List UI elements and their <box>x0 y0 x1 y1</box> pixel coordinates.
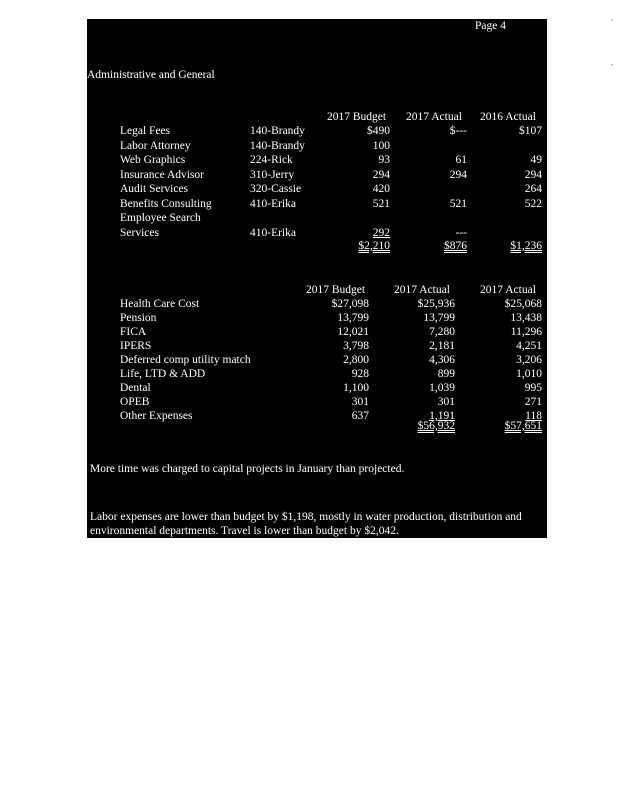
table-row-actual: $25,936 <box>417 298 455 310</box>
table-row-prior: 3,206 <box>516 354 542 366</box>
table-row-item: Insurance Advisor <box>120 169 204 181</box>
note-capital-projects: More time was charged to capital projects in January than projected. <box>90 463 405 475</box>
table-row-prior: 13,438 <box>510 312 542 324</box>
table-row-item: Health Care Cost <box>120 298 200 310</box>
table-row-budget: 100 <box>372 140 390 152</box>
table-row-budget: 93 <box>378 154 390 166</box>
table1-header-prior: 2016 Actual <box>480 111 536 123</box>
table-row-prior: 294 <box>524 169 542 181</box>
table-row-actual: $--- <box>449 125 467 137</box>
table-row-item: Dental <box>120 382 151 394</box>
table-row-prior: 264 <box>524 183 542 195</box>
scan-speck <box>611 64 613 66</box>
table2-total-actual: $56,932 <box>417 420 455 432</box>
table-row-budget: $27,098 <box>331 298 369 310</box>
table-row-prior: $25,068 <box>504 298 542 310</box>
table-row-owner: 310-Jerry <box>250 169 295 181</box>
table-row-prior: 11,296 <box>510 326 542 338</box>
table-row-owner: 410-Erika <box>250 227 296 239</box>
table-row-actual: 521 <box>449 198 467 210</box>
table-row-prior: 49 <box>530 154 542 166</box>
table-row-item: Labor Attorney <box>120 140 191 152</box>
table-row-actual: --- <box>455 227 467 239</box>
table-row-budget: 301 <box>351 396 369 408</box>
table-row-actual: 61 <box>455 154 467 166</box>
document-page-panel <box>87 19 547 538</box>
table-row-budget: 1,100 <box>343 382 369 394</box>
table-row-item: Audit Services <box>120 183 189 195</box>
table-row-actual: 899 <box>437 368 455 380</box>
table-row-prior: 271 <box>524 396 542 408</box>
table-row-budget: 3,798 <box>343 340 369 352</box>
table-row-budget: 292 <box>372 227 390 239</box>
table-row-item: Life, LTD & ADD <box>120 368 206 380</box>
table-row-budget: 12,021 <box>337 326 369 338</box>
table-row-budget: 420 <box>372 183 390 195</box>
table-row-actual: 301 <box>437 396 455 408</box>
table-row-owner: 140-Brandy <box>250 125 305 137</box>
table-row-item: FICA <box>120 326 147 338</box>
table-row-actual: 294 <box>449 169 467 181</box>
table-row-item: Other Expenses <box>120 410 193 422</box>
table-row-prior: $107 <box>519 125 542 137</box>
table1-total-actual: $876 <box>444 240 467 252</box>
table-row-owner: 140-Brandy <box>250 140 305 152</box>
section-title: Administrative and General <box>87 69 215 81</box>
table1-total-prior: $1,236 <box>510 240 542 252</box>
table-row-item: Employee Search <box>120 212 201 224</box>
table-row-item: Deferred comp utility match <box>120 354 251 366</box>
note-labor-expenses-line2: environmental departments. Travel is lower than budget by $2,042. <box>90 525 399 537</box>
table2-header-actual: 2017 Actual <box>394 284 450 296</box>
table-row-actual: 7,280 <box>429 326 455 338</box>
table-row-prior: 118 <box>525 410 542 422</box>
table-row-owner: 224-Rick <box>250 154 293 166</box>
table-row-item: Legal Fees <box>120 125 171 137</box>
table1-header-budget: 2017 Budget <box>327 111 387 123</box>
table-row-actual: 1,191 <box>429 410 455 422</box>
table-row-budget: 637 <box>351 410 369 422</box>
table-row-item: Benefits Consulting <box>120 198 212 210</box>
table-row-item: Web Graphics <box>120 154 186 166</box>
table-row-actual: 4,306 <box>429 354 455 366</box>
table-row-actual: 1,039 <box>429 382 455 394</box>
table-row-budget: 928 <box>351 368 369 380</box>
table-row-budget: $490 <box>367 125 390 137</box>
table-row-prior: 995 <box>524 382 542 394</box>
table2-total-prior: $57,651 <box>504 420 542 432</box>
table2-header-prior: 2017 Actual <box>480 284 536 296</box>
table-row-prior: 4,251 <box>516 340 542 352</box>
scan-speck <box>611 19 613 21</box>
table-row-prior: 1,010 <box>516 368 542 380</box>
page-number: Page 4 <box>475 20 506 32</box>
table-row-prior: 522 <box>524 198 542 210</box>
table-row-budget: 294 <box>372 169 390 181</box>
table-row-budget: 521 <box>372 198 390 210</box>
table-row-actual: 13,799 <box>423 312 455 324</box>
table-row-budget: 13,799 <box>337 312 369 324</box>
table-row-item: Pension <box>120 312 157 324</box>
note-labor-expenses-line1: Labor expenses are lower than budget by $1,198, mostly in water production, distribution and <box>90 511 522 523</box>
table1-header-actual: 2017 Actual <box>406 111 462 123</box>
table-row-actual: 2,181 <box>429 340 455 352</box>
table-row-owner: 410-Erika <box>250 198 296 210</box>
table-row-item: Services <box>120 227 159 239</box>
table-row-item: OPEB <box>120 396 150 408</box>
table-row-owner: 320-Cassie <box>250 183 302 195</box>
table1-total-budget: $2,210 <box>358 240 390 252</box>
table-row-budget: 2,800 <box>343 354 369 366</box>
table2-header-budget: 2017 Budget <box>306 284 366 296</box>
table-row-item: IPERS <box>120 340 152 352</box>
